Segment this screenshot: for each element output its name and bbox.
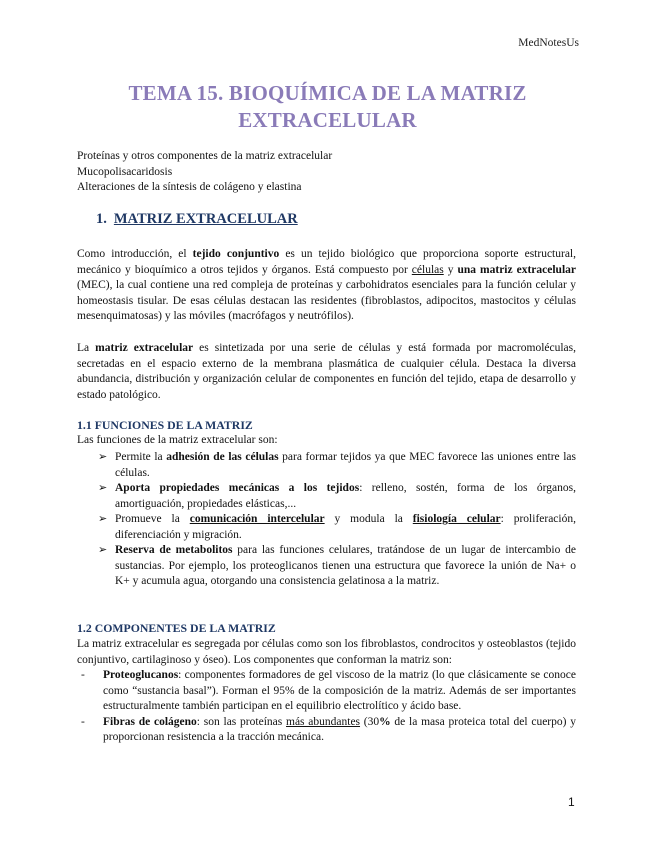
text-run: Promueve la bbox=[115, 513, 190, 525]
arrow-bullet-icon: ➢ bbox=[98, 513, 108, 525]
text-run: : relleno, sostén, forma de los órganos, amortiguación, propiedades elásticas,... bbox=[115, 482, 576, 510]
components-paragraph: La matriz extracelular es segregada por células como son los fibroblastos, condrocitos y osteoblastos (tejido conjuntivo, cartilaginoso y óseo). Los componentes que conforman la matriz son: bbox=[77, 638, 576, 666]
topic-list bbox=[77, 149, 332, 196]
subsection-heading-functions: 1.1 FUNCIONES DE LA MATRIZ bbox=[77, 418, 253, 432]
functions-intro: Las funciones de la matriz extracelular son: bbox=[77, 434, 278, 446]
section-number: 1. bbox=[96, 211, 107, 227]
text-run: para formar tejidos ya que MEC favorece las uniones entre las células. bbox=[115, 451, 576, 479]
bold-underlined-term: comunicación intercelular bbox=[189, 513, 325, 525]
dash-bullet-icon: - bbox=[81, 669, 85, 681]
bold-term: Proteoglucanos bbox=[103, 669, 179, 681]
text-run: La bbox=[77, 342, 96, 354]
list-item bbox=[77, 668, 576, 715]
text-run: : componentes formadores de gel viscoso de la matriz (lo que clásicamente se conoce como “sustancia basal”). Forman el 95% de la composición de la matriz. Además de ser importantes estructuralmente también participan en el equilibrio electrolítico y ácido base. bbox=[103, 669, 576, 712]
components-block bbox=[77, 637, 576, 746]
section-heading-1 bbox=[96, 211, 298, 228]
text-run: Permite la bbox=[115, 451, 167, 463]
bold-term: una matriz extracelular bbox=[457, 263, 576, 276]
text-run: (MEC), la cual contiene una red compleja de proteínas y carbohidratos esenciales para la función celular y homeostasis tisular. De esas células destacan las residentes (fibroblastos, adipocitos, mastocitos y células mesenquimatosas) y las móviles (macrófagos y neutrófilos). bbox=[77, 279, 576, 322]
title-line-1: TEMA 15. BIOQUÍMICA DE LA MATRIZ bbox=[128, 81, 527, 105]
text-run: Como introducción, el bbox=[77, 248, 193, 260]
text-run: : proliferación, diferenciación y migración. bbox=[115, 513, 576, 541]
text-run: y bbox=[443, 263, 458, 276]
list-item bbox=[77, 543, 576, 590]
bold-term: % bbox=[379, 715, 391, 728]
text-run: : son las proteínas bbox=[196, 715, 286, 728]
list-item bbox=[77, 512, 576, 543]
functions-list bbox=[77, 450, 576, 590]
underlined-term: células bbox=[411, 263, 444, 276]
topic-item: Alteraciones de la síntesis de colágeno y elastina bbox=[77, 181, 302, 193]
paragraph-matrix bbox=[77, 341, 576, 403]
arrow-bullet-icon: ➢ bbox=[98, 451, 108, 463]
list-item bbox=[77, 715, 576, 746]
text-run: es sintetizada por una serie de células y está formada por macromoléculas, secretadas en el espacio externo de la membrana plasmática de cualquier célula. Destaca la diversa abundancia, distribución y organización celular de componentes en función del tejido, etapa de desarrollo y estado patológico. bbox=[77, 342, 576, 401]
text-run: de la masa proteica total del cuerpo) y proporcionan resistencia a la tracción mecánica. bbox=[103, 715, 576, 743]
text-run: es un tejido biológico que proporciona soporte estructural, mecánico y bioquímico a otros tejidos y órganos. Está compuesto por bbox=[77, 248, 576, 276]
bold-term: Aporta propiedades mecánicas a los tejidos bbox=[115, 482, 360, 494]
list-item bbox=[77, 481, 576, 512]
topic-item: Mucopolisacaridosis bbox=[77, 165, 173, 178]
list-item bbox=[77, 450, 576, 481]
page-title bbox=[80, 80, 575, 134]
underlined-term: más abundantes bbox=[286, 715, 361, 728]
bold-term: matriz extracelular bbox=[95, 342, 194, 354]
paragraph-intro bbox=[77, 247, 576, 325]
text-run: y modula la bbox=[324, 513, 413, 525]
text-run: (30 bbox=[360, 715, 380, 728]
header-brand: MedNotesUs bbox=[518, 37, 579, 49]
bold-term: Reserva de metabolitos bbox=[115, 544, 233, 556]
bold-term: Fibras de colágeno bbox=[103, 715, 197, 728]
section-title: MATRIZ EXTRACELULAR bbox=[113, 211, 298, 227]
bold-term: adhesión de las células bbox=[166, 451, 279, 463]
page-number: 1 bbox=[568, 795, 575, 809]
bold-term: tejido conjuntivo bbox=[192, 248, 280, 260]
arrow-bullet-icon: ➢ bbox=[98, 544, 108, 556]
subsection-heading-components: 1.2 COMPONENTES DE LA MATRIZ bbox=[77, 621, 276, 635]
text-run: para las funciones celulares, tratándose de un lugar de intercambio de sustancias. Por ejemplo, los proteoglicanos tienen una estructura que favorece la unión de Na+ o K+ y acumula agua, otorgando una consistencia gelatinosa a la matriz. bbox=[115, 544, 576, 587]
title-line-2: EXTRACELULAR bbox=[238, 108, 417, 132]
topic-item: Proteínas y otros componentes de la matriz extracelular bbox=[77, 150, 333, 162]
bold-underlined-term: fisiología celular bbox=[412, 513, 501, 525]
dash-bullet-icon: - bbox=[81, 715, 85, 728]
arrow-bullet-icon: ➢ bbox=[98, 482, 108, 494]
